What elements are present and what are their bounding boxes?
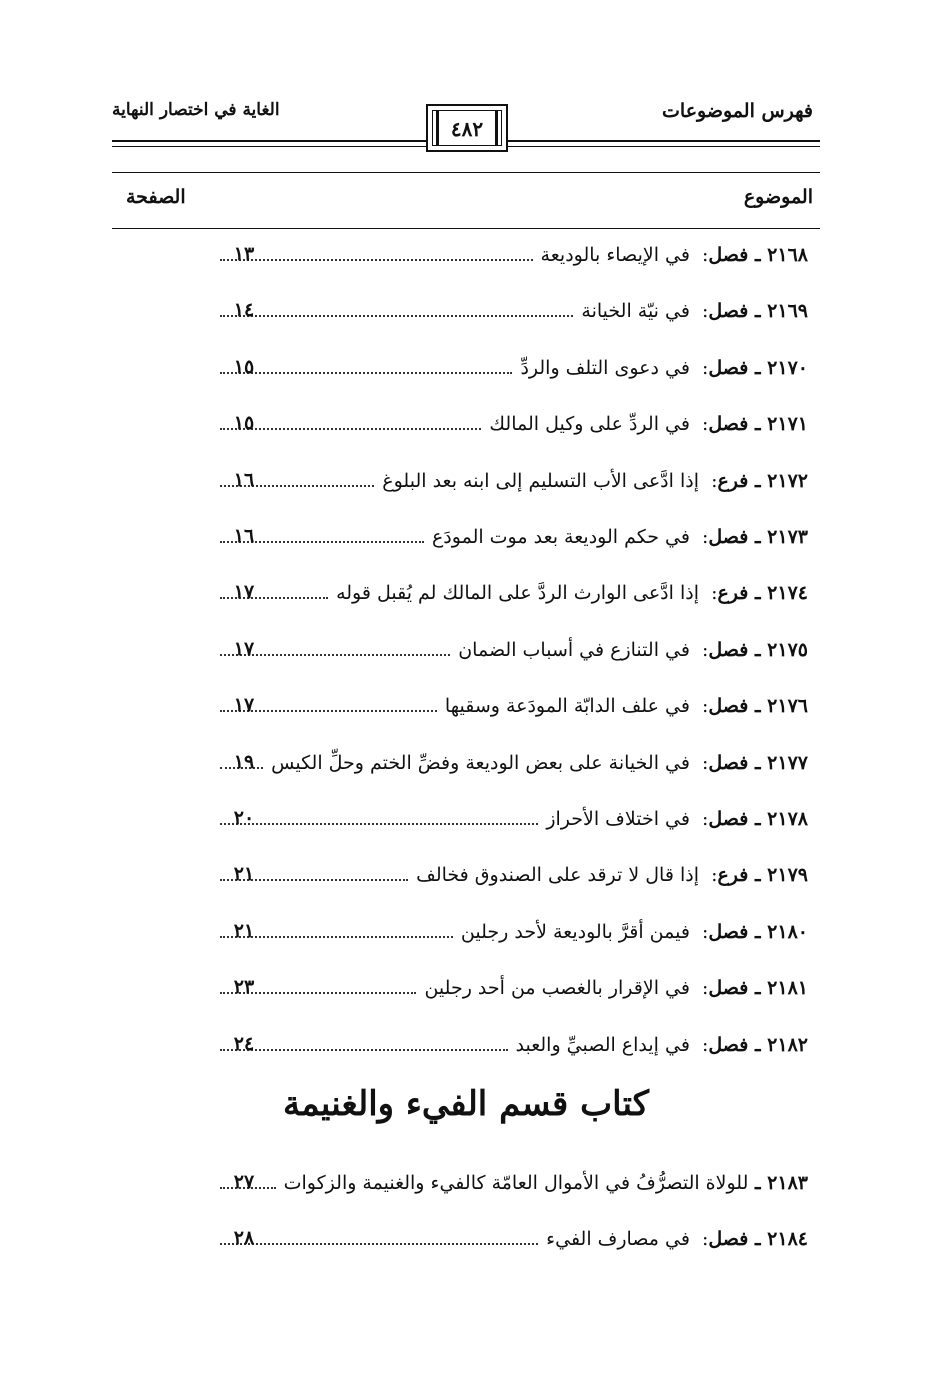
entry-colon: : [698, 864, 718, 887]
entry-kind: فصل [708, 920, 749, 943]
entry-number: ٢١٧٤ [767, 582, 808, 605]
index-entry [112, 299, 820, 331]
entry-dash: ـ [748, 244, 768, 266]
entry-number: ٢١٧٥ [767, 638, 808, 661]
index-entry [112, 1033, 820, 1065]
entry-colon: : [689, 356, 709, 379]
entry-title: إذا قال لا ترقد على الصندوق فخالف [416, 864, 699, 887]
entry-text [212, 751, 808, 774]
index-entry [112, 469, 820, 501]
entry-page: ٢٠ [233, 807, 255, 829]
entry-text [212, 356, 808, 379]
entry-page: ١٦ [233, 468, 255, 491]
entry-text [212, 976, 808, 999]
entry-dash: ـ [748, 356, 768, 379]
entry-number: ٢١٧٧ [767, 751, 808, 774]
entry-dash: ـ [748, 300, 768, 323]
entry-colon: : [689, 244, 709, 266]
entry-number: ٢١٦٨ [767, 244, 808, 266]
entry-title: إذا ادَّعى الأب التسليم إلى ابنه بعد البلوغ [382, 469, 699, 492]
entry-title: في التنازع في أسباب الضمان [458, 638, 690, 661]
entry-kind: فصل [708, 356, 749, 379]
index-entry [112, 1171, 820, 1203]
entry-colon: : [689, 751, 709, 774]
entry-dash: ـ [748, 808, 768, 830]
entry-dash: ـ [748, 864, 768, 887]
entry-number: ٢١٨٣ [767, 1172, 808, 1194]
entry-kind: فصل [708, 1228, 749, 1250]
entry-text [212, 469, 808, 492]
column-head-page: الصفحة [126, 186, 186, 208]
entry-number: ٢١٨٤ [767, 1228, 808, 1250]
entry-title: في اختلاف الأحراز [546, 808, 690, 830]
entry-title: في مصارف الفيء [546, 1228, 690, 1250]
entry-page: ٢٤ [233, 1032, 255, 1055]
entry-page: ٢٧ [233, 1171, 255, 1193]
index-entry [112, 638, 820, 670]
entry-page: ٢٨ [233, 1227, 255, 1249]
running-header-book: الغاية في اختصار النهاية [112, 100, 280, 120]
entry-dash: ـ [748, 1172, 768, 1194]
index-entry [112, 976, 820, 1008]
entry-page: ١٣ [233, 243, 255, 265]
entry-colon: : [689, 1033, 709, 1056]
entry-text [212, 694, 808, 717]
entry-dash: ـ [748, 1033, 768, 1056]
entry-title: في نيّة الخيانة [581, 300, 690, 323]
entry-leader-dots [220, 243, 533, 261]
entry-dash: ـ [748, 413, 768, 436]
entry-dash: ـ [748, 469, 768, 492]
section-title: كتاب قسم الفيء والغنيمة [283, 1084, 649, 1124]
entry-title: في إيداع الصبيِّ والعبد [515, 1033, 690, 1056]
entry-number: ٢١٨١ [767, 977, 808, 1000]
entry-dash: ـ [748, 638, 768, 661]
entry-page: ١٥ [233, 355, 255, 378]
entry-number: ٢١٨٠ [767, 920, 808, 943]
index-entry [112, 694, 820, 726]
entry-number: ٢١٦٩ [767, 300, 808, 323]
entry-title: في الخيانة على بعض الوديعة وفضِّ الختم وحلِّ الكيس [271, 751, 690, 774]
entry-text [212, 863, 808, 886]
entry-text [212, 638, 808, 661]
entry-dash: ـ [748, 977, 768, 1000]
entry-number: ٢١٨٢ [767, 1033, 808, 1056]
entry-title: في دعوى التلف والردِّ [520, 356, 690, 379]
entry-kind: فرع [717, 469, 749, 492]
entry-kind: فصل [708, 526, 749, 548]
entry-kind: فصل [708, 638, 749, 661]
entry-text [212, 525, 808, 548]
entry-colon: : [689, 808, 709, 830]
entry-kind: فرع [717, 582, 749, 605]
index-entry [112, 356, 820, 388]
entry-leader-dots [220, 807, 538, 825]
entry-page: ١٧ [233, 581, 255, 604]
entry-page: ٢٣ [233, 976, 255, 999]
entry-kind: فصل [708, 413, 749, 436]
entry-dash: ـ [748, 526, 768, 548]
entry-dash: ـ [748, 695, 768, 718]
entry-number: ٢١٧٠ [767, 356, 808, 379]
index-entry [112, 807, 820, 839]
entry-leader-dots [220, 1227, 538, 1245]
entry-dash: ـ [748, 1228, 768, 1250]
entry-kind: فصل [708, 751, 749, 774]
entry-title: إذا ادَّعى الوارث الردَّ على المالك لم يُقبل قوله [336, 582, 699, 605]
entry-title: في الإقرار بالغصب من أحد رجلين [424, 977, 690, 1000]
columns-rule-bottom [112, 228, 820, 229]
entry-kind: فصل [708, 244, 749, 266]
index-entry [112, 581, 820, 613]
page-number-frame [426, 104, 508, 152]
index-entry [112, 243, 820, 275]
entry-page: ٢١ [233, 919, 255, 942]
entry-text [212, 243, 808, 266]
index-entry [112, 863, 820, 895]
entry-text [212, 1227, 808, 1250]
column-head-topic: الموضوع [743, 186, 813, 208]
entry-title: فيمن أقرَّ بالوديعة لأحد رجلين [460, 920, 690, 943]
running-header-section: فهرس الموضوعات [662, 100, 813, 122]
entry-page: ٢١ [233, 863, 255, 886]
entry-number: ٢١٧٨ [767, 808, 808, 830]
entry-title: في حكم الوديعة بعد موت المودَع [431, 526, 690, 548]
entry-page: ١٧ [233, 637, 255, 660]
entry-dash: ـ [748, 751, 768, 774]
entry-colon: : [689, 413, 709, 436]
entry-text [212, 1033, 808, 1056]
entry-kind: فصل [708, 1033, 749, 1056]
entry-text [212, 1171, 808, 1194]
entry-page: ١٧ [233, 694, 255, 717]
entry-colon: : [689, 638, 709, 661]
entry-dash: ـ [748, 582, 768, 605]
entry-dash: ـ [748, 920, 768, 943]
entry-title: في علف الدابّة المودَعة وسقيها [444, 695, 690, 718]
entry-colon: : [689, 977, 709, 1000]
entry-kind: فصل [708, 977, 749, 1000]
entry-page: ١٩ [233, 750, 255, 773]
entry-colon: : [689, 300, 709, 323]
entry-number: ٢١٧٢ [767, 469, 808, 492]
index-entry [112, 1227, 820, 1259]
entry-colon: : [689, 695, 709, 718]
entry-title: في الردِّ على وكيل المالك [489, 413, 690, 436]
entry-number: ٢١٧٦ [767, 695, 808, 718]
entry-page: ١٤ [233, 299, 255, 322]
entry-text [212, 920, 808, 943]
entry-page: ١٦ [233, 525, 255, 547]
entry-colon: : [689, 1228, 709, 1250]
entry-colon: : [689, 920, 709, 943]
index-entry [112, 412, 820, 444]
entry-text [212, 581, 808, 604]
entry-title: في الإيصاء بالوديعة [540, 244, 690, 266]
entry-number: ٢١٧٣ [767, 526, 808, 548]
entry-colon: : [698, 469, 718, 492]
entry-text [212, 299, 808, 322]
entry-colon: : [689, 526, 709, 548]
page-number: ٤٨٢ [450, 117, 484, 141]
entry-number: ٢١٧١ [767, 413, 808, 436]
index-entry [112, 920, 820, 952]
entry-number: ٢١٧٩ [767, 864, 808, 887]
entry-kind: فصل [708, 808, 749, 830]
entry-text [212, 412, 808, 435]
entry-colon: : [698, 582, 718, 605]
index-entry [112, 751, 820, 783]
entry-title: للولاة التصرُّفُ في الأموال العامّة كالفيء والغنيمة والزكوات [283, 1172, 749, 1194]
entry-kind: فرع [717, 864, 749, 887]
entry-page: ١٥ [233, 412, 255, 435]
columns-rule-top [112, 172, 820, 173]
index-entry [112, 525, 820, 557]
entry-text [212, 807, 808, 830]
entry-kind: فصل [708, 300, 749, 323]
entry-kind: فصل [708, 695, 749, 718]
entry-leader-dots [220, 299, 573, 317]
